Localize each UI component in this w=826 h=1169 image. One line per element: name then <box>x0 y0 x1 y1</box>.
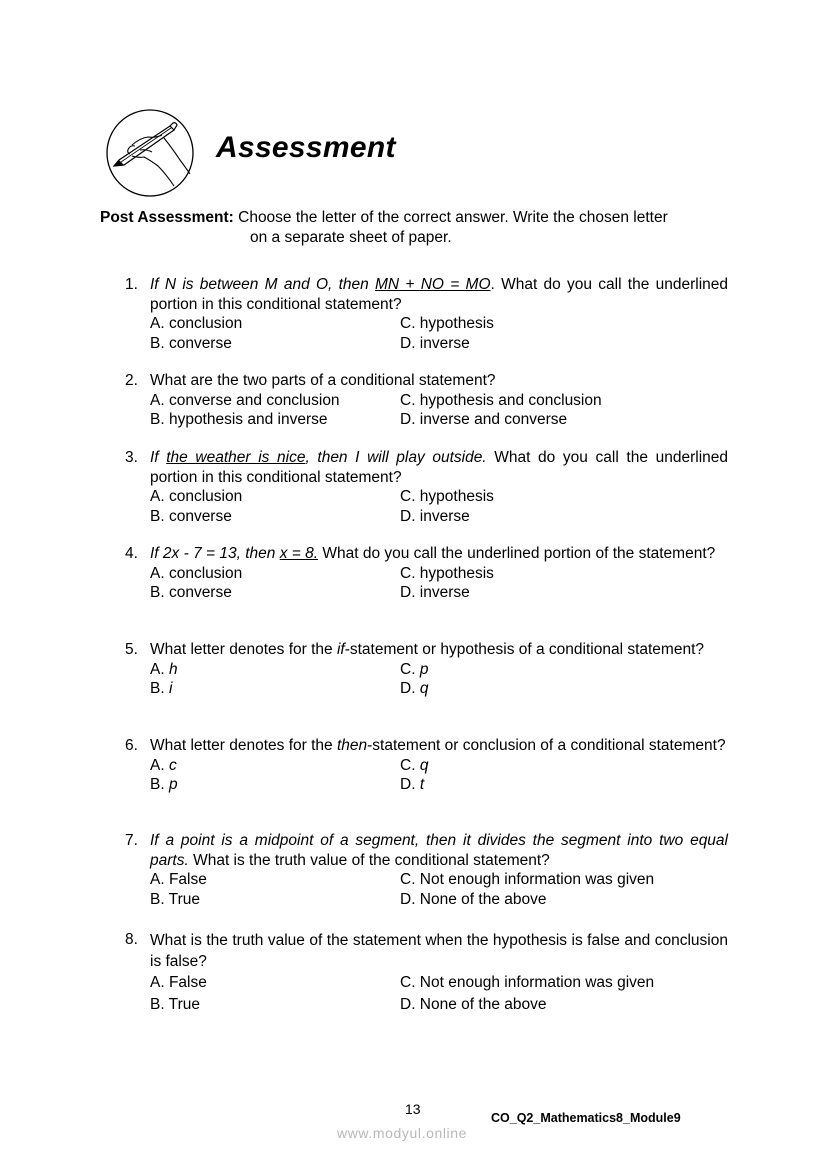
option-d: D. None of the above <box>400 890 547 908</box>
option-a: A. h <box>150 660 178 678</box>
option-c: C. Not enough information was given <box>400 871 655 888</box>
option-d: D. inverse <box>400 507 470 525</box>
instructions-text: Choose the letter of the correct answer. Write the chosen letter <box>238 209 668 226</box>
answer-options <box>150 391 728 430</box>
module-code: CO_Q2_Mathematics8_Module9 <box>491 1111 681 1125</box>
question-number: 2. <box>125 372 138 389</box>
option-c: C. hypothesis <box>400 488 494 505</box>
option-a: A. False <box>150 871 207 888</box>
option-b: B. converse <box>150 334 232 352</box>
option-d: D. q <box>400 680 429 697</box>
question-4 <box>125 544 728 603</box>
option-a: A. c <box>150 756 177 774</box>
answer-options <box>150 972 728 1016</box>
option-b: B. i <box>150 680 173 697</box>
watermark: www.modyul.online <box>337 1125 468 1141</box>
question-stem: If the weather is nice, then I will play outside. What do you call the underlined portion in this conditional statement? <box>150 449 728 486</box>
answer-options <box>150 564 728 603</box>
option-c: C. hypothesis and conclusion <box>400 391 602 409</box>
option-c: C. hypothesis <box>400 564 494 582</box>
answer-options <box>150 314 728 353</box>
question-8 <box>125 930 728 1016</box>
option-b: B. hypothesis and inverse <box>150 411 328 428</box>
question-stem: What is the truth value of the statement when the hypothesis is false and conclusion is false? <box>150 932 728 970</box>
question-stem: What letter denotes for the then-statement or conclusion of a conditional statement? <box>150 737 726 754</box>
question-stem: If a point is a midpoint of a segment, then it divides the segment into two equal parts. What is the truth value of the conditional statement? <box>150 832 728 869</box>
answer-options <box>150 487 728 526</box>
answer-options <box>150 870 728 909</box>
page-number: 13 <box>405 1101 421 1117</box>
question-number: 6. <box>125 737 138 754</box>
hand-writing-pencil-icon <box>104 108 198 198</box>
question-1 <box>125 275 728 353</box>
option-a: A. conclusion <box>150 315 243 332</box>
question-5 <box>125 640 728 699</box>
option-b: B. True <box>150 890 200 908</box>
option-a: A. converse and conclusion <box>150 391 340 409</box>
option-d: D. None of the above <box>400 996 547 1013</box>
option-c: C. hypothesis <box>400 315 494 332</box>
question-stem: If 2x - 7 = 13, then x = 8. What do you call the underlined portion of the statement? <box>150 545 716 562</box>
question-number: 8. <box>125 931 138 948</box>
question-number: 7. <box>125 832 138 849</box>
option-d: D. inverse <box>400 334 470 352</box>
option-b: B. converse <box>150 584 232 601</box>
option-a: A. conclusion <box>150 488 243 505</box>
option-d: D. t <box>400 776 425 793</box>
instructions-text-continued: on a separate sheet of paper. <box>250 229 452 246</box>
answer-options <box>150 756 728 795</box>
option-d: D. inverse <box>400 584 470 601</box>
option-b: B. p <box>150 776 178 793</box>
question-2 <box>125 371 728 430</box>
question-stem: What letter denotes for the if-statement or hypothesis of a conditional statement? <box>150 641 705 658</box>
option-c: C. Not enough information was given <box>400 974 655 991</box>
option-c: C. q <box>400 756 429 774</box>
instructions-label: Post Assessment: <box>100 209 234 226</box>
page-title: Assessment <box>216 131 396 164</box>
option-a: A. False <box>150 974 207 991</box>
option-b: B. True <box>150 996 200 1013</box>
option-a: A. conclusion <box>150 564 243 582</box>
answer-options <box>150 660 728 699</box>
question-6 <box>125 736 728 795</box>
option-b: B. converse <box>150 507 232 525</box>
question-7 <box>125 831 728 909</box>
question-3 <box>125 448 728 526</box>
instructions <box>100 208 730 248</box>
question-number: 1. <box>125 276 138 293</box>
question-number: 5. <box>125 641 138 658</box>
question-stem: What are the two parts of a conditional statement? <box>150 372 496 389</box>
question-stem: If N is between M and O, then MN + NO = MO. What do you call the underlined portion in this conditional statement? <box>150 276 728 313</box>
question-number: 4. <box>125 545 138 562</box>
option-c: C. p <box>400 660 429 678</box>
question-number: 3. <box>125 449 138 466</box>
option-d: D. inverse and converse <box>400 411 568 428</box>
